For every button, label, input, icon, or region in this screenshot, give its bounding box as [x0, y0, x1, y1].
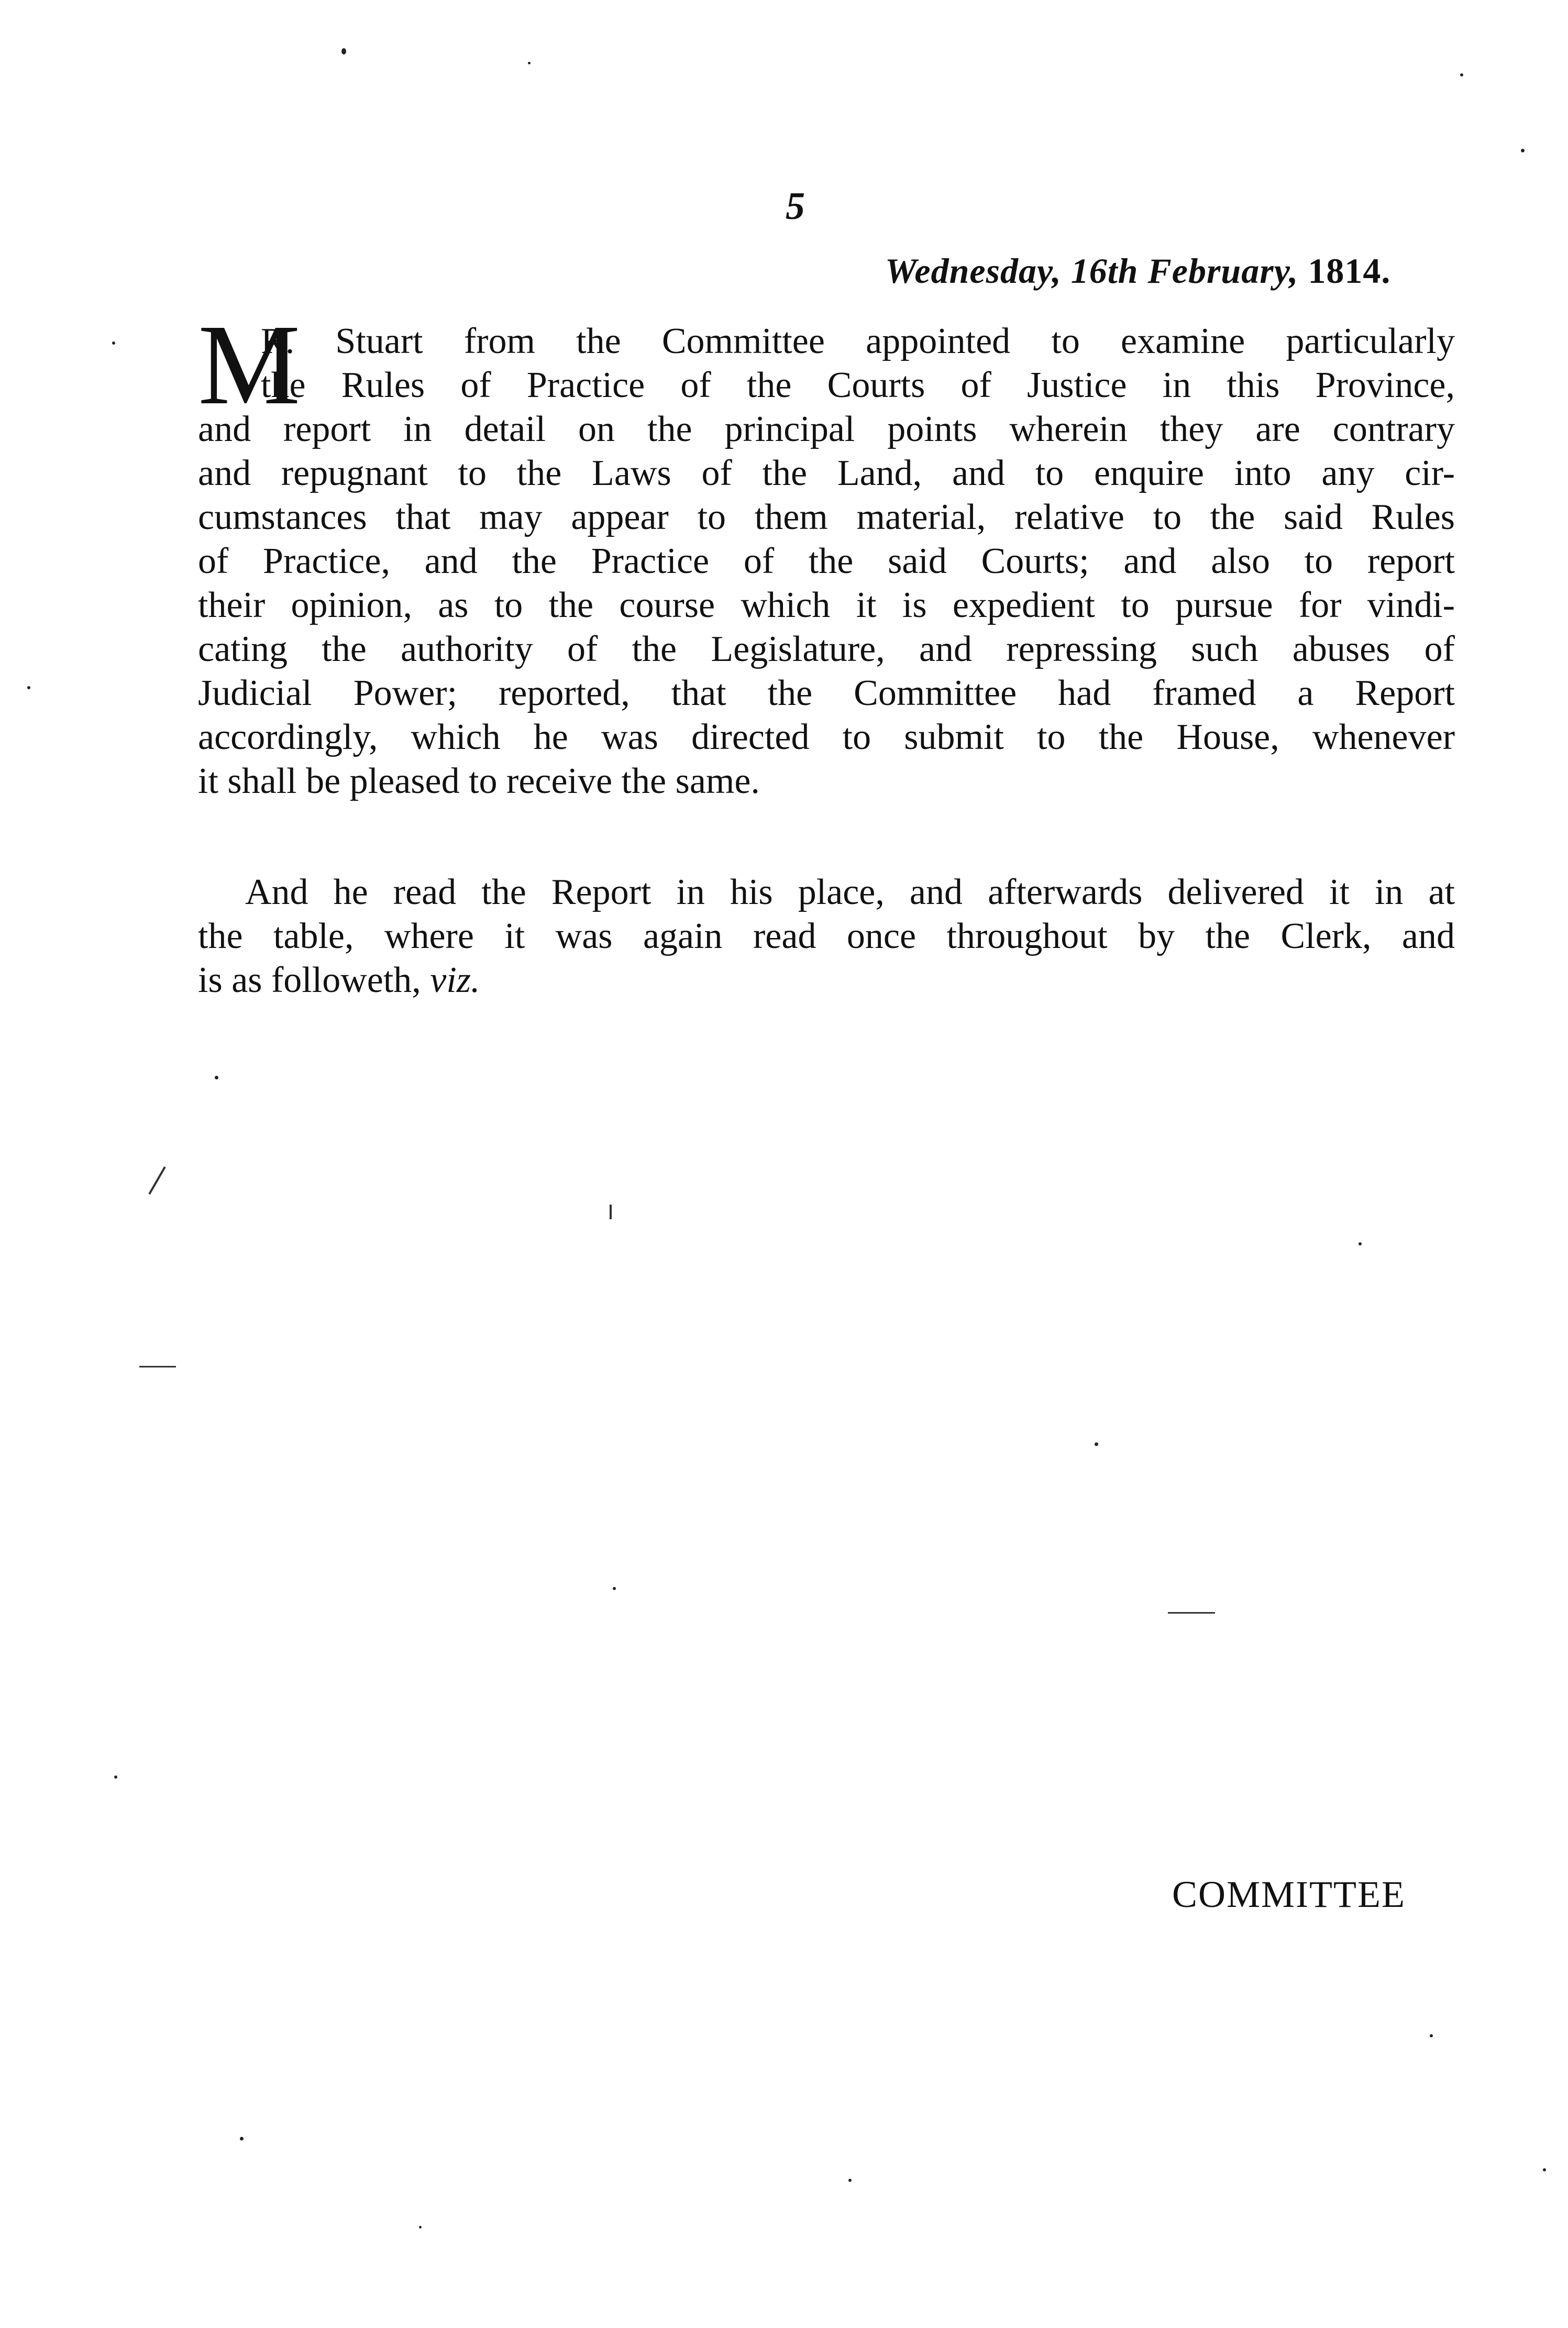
dateline-date: Wednesday, 16th February, [885, 251, 1299, 291]
report-line: it shall be pleased to receive the same. [198, 761, 760, 801]
report-line: of Practice, and the Practice of the said Courts; and also to report [198, 541, 1455, 581]
reading-line: the table, where it was again read once throughout by the Clerk, and [198, 916, 1455, 956]
report-line: cating the authority of the Legislature, and repressing such abuses of [198, 629, 1455, 669]
page-number: 5 [786, 185, 805, 228]
dateline [885, 250, 1390, 292]
report-line: accordingly, which he was directed to submit to the House, whenever [198, 717, 1455, 757]
report-line: and repugnant to the Laws of the Land, and to enquire into any cir- [198, 453, 1455, 493]
reading-line: And he read the Report in his place, and afterwards delivered it in at [245, 872, 1455, 912]
report-reading-paragraph [198, 870, 1455, 1002]
drop-cap-initial: M [198, 301, 301, 428]
report-line: their opinion, as to the course which it is expedient to pursue for vindi- [198, 585, 1455, 625]
catchword: COMMITTEE [1172, 1873, 1406, 1915]
report-line: Judicial Power; reported, that the Committee had framed a Report [198, 673, 1455, 713]
closing-word-viz: viz. [430, 960, 480, 1000]
reading-line-last [198, 958, 1455, 1002]
dateline-year: 1814. [1308, 251, 1391, 291]
report-line: R. Stuart from the Committee appointed to examine particularly [261, 321, 1455, 361]
report-line: cumstances that may appear to them material, relative to the said Rules [198, 497, 1455, 537]
reading-line-text: is as followeth, [198, 960, 421, 1000]
report-line: the Rules of Practice of the Courts of Justice in this Province, [261, 365, 1455, 405]
report-line: and report in detail on the principal points wherein they are contrary [198, 409, 1455, 449]
committee-report-paragraph [198, 319, 1455, 803]
